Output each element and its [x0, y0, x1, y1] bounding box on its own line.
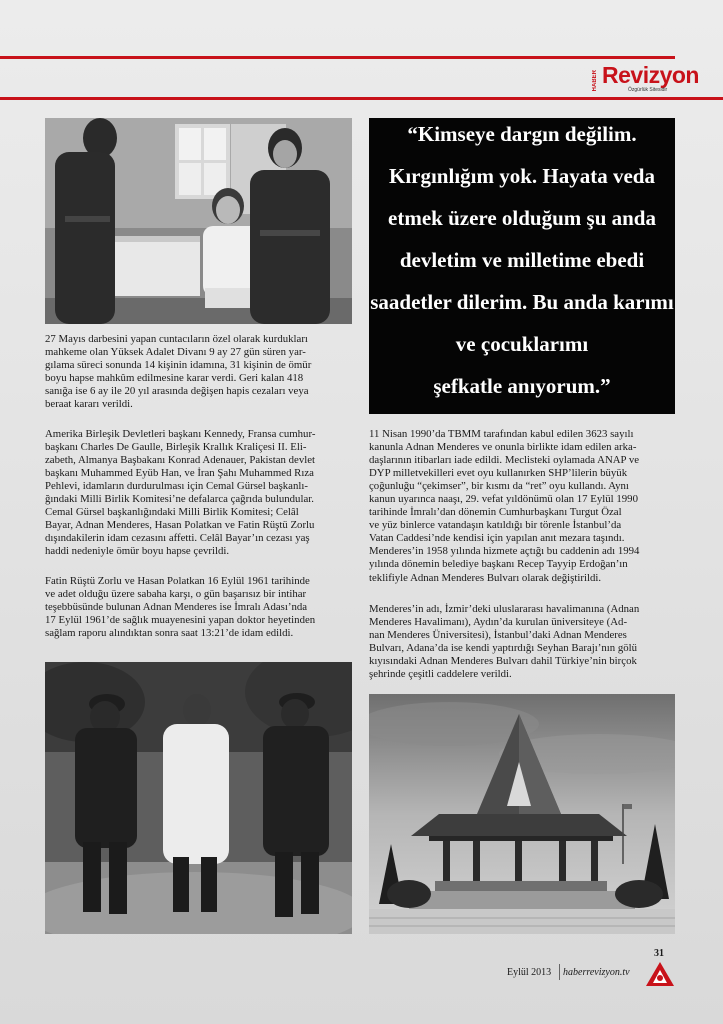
pull-quote [369, 118, 675, 414]
text-line: sağlam raporu alındıktan sonra saat 13:21’de idam edildi. [45, 627, 294, 640]
text-line: Vatan Caddesi’nde kendisi için yapılan anıt mezara taşındı. [369, 532, 625, 545]
text-line: çoğunluğu “çekimser”, bir kısmı da “ret” oyu kullandı. Aynı [369, 480, 629, 493]
text-line: başkanı Muhammed Eyüb Han, ve İran Şahı Muhammed Rıza [45, 467, 314, 480]
brand-logo[interactable] [592, 62, 699, 94]
text-line: başkanı Charles De Gaulle, Birleşik Krallık Kraliçesi II. Eli- [45, 441, 307, 454]
quote-line: Kırgınlığım yok. Hayata veda [388, 164, 655, 188]
text-line: Bayar, Adnan Menderes, Hasan Polatkan ve Fatin Rüştü Zorlu [45, 519, 315, 532]
text-line: Bulvarı, Adana’da ise kendi yaptırdığı Seyhan Barajı’nın gölü [369, 642, 638, 655]
footer-divider [559, 964, 560, 980]
quote-line: “Kimseye dargın değilim. [407, 122, 637, 146]
header-subrule [0, 97, 723, 100]
brand-name: Revizyon [602, 62, 699, 88]
text-line: zabeth, Almanya Başbakanı Konrad Adenauer, Pakistan devlet [45, 454, 316, 467]
text-line: ğındaki Milli Birlik Komitesi’ne defalarca çağrıda bulundular. [45, 493, 314, 506]
photo-caption [45, 333, 360, 411]
footer-site-link[interactable]: haberrevizyon.tv [563, 967, 630, 978]
text-line: haddi nedeniyle ömür boyu hapse çevrildi. [45, 545, 230, 558]
text-line: şehrinde çeşitli caddelere verildi. [369, 668, 512, 681]
text-line: mahkeme olan Yüksek Adalet Divanı 9 ay 27 gün süren yar- [45, 346, 306, 359]
page-number: 31 [654, 948, 664, 959]
text-line: DYP milletvekilleri evet oyu kullanırken SHP’lilerin büyük [369, 467, 628, 480]
text-line: kıyısındaki Adnan Menderes Bulvarı dahil Türkiye’nin birçok [369, 655, 637, 668]
text-line: dışındakilerin idam cezasını affetti. Celâl Bayar’ın cezası yaş [45, 532, 310, 545]
text-line: tarihinde İmralı’dan dönemin Cumhurbaşkanı Turgut Özal [369, 506, 622, 519]
article-paragraph [369, 428, 684, 585]
quote-line: saadetler dilerim. Bu anda karımı [370, 290, 674, 314]
text-line: Menderes’in adı, İzmir’deki uluslararası havalimanına (Adnan [369, 603, 640, 615]
photo-prisoner-with-officers [45, 118, 352, 324]
brand-mark-icon [645, 961, 675, 987]
text-line: Menderes’in 1958 yılında hizmete açtığı bu caddenin adı 1994 [369, 545, 640, 558]
text-line: Cemal Gürsel başkanlığındaki Milli Birlik Komitesi; Celâl [45, 506, 299, 519]
quote-line: etmek üzere olduğum şu anda [388, 206, 656, 230]
text-line: Pehlevi, idamların durdurulması için Cemal Gürsel başkanlı- [45, 480, 308, 493]
brand-tagline: Özgürlük Sitesidir [628, 87, 668, 93]
text-line: teklifiyle Adnan Menderes Bulvarı olarak değiştirildi. [369, 571, 602, 584]
text-line: yılında dönemin belediye başkanı Recep Tayyip Erdoğan’ın [369, 558, 628, 571]
text-line: boyu hapse mahkûm edilmesine karar verdi. Geri kalan 418 [45, 372, 304, 385]
text-line: ve yüz binlerce vatandaşın katıldığı bir törenle İstanbul’da [369, 519, 622, 532]
article-paragraph [45, 428, 360, 558]
footer-issue: Eylül 2013 [507, 967, 552, 978]
text-line: teşebbüsünde bulunan Adnan Menderes ise İmralı Adası’nda [45, 601, 308, 614]
text-line: daşlarının itibarları iade edildi. Meclisteki oylamada ANAP ve [369, 454, 640, 467]
quote-line: devletim ve milletime ebedi [399, 248, 645, 272]
text-line: beraat kararı verildi. [45, 398, 133, 411]
text-line: 11 Nisan 1990’da TBMM tarafından kabul edilen 3623 sayılı [369, 428, 634, 440]
article-paragraph [45, 575, 360, 640]
quote-line: şefkatle anıyorum.” [433, 374, 611, 398]
brand-prefix: HABER [592, 70, 598, 92]
quote-line: ve çocuklarımı [455, 332, 589, 356]
text-line: Amerika Birleşik Devletleri başkanı Kennedy, Fransa cumhur- [45, 428, 316, 440]
text-line: Menderes Havalimanı), Aydın’da kurulan üniversiteye (Ad- [369, 616, 628, 629]
text-line: nan Menderes Üniversitesi), İstanbul’daki Adnan Menderes [369, 629, 627, 642]
article-paragraph [369, 603, 684, 681]
text-line: 17 Eylül 1961’de sağlık muayenesini yapan doktor heyetinden [45, 614, 316, 627]
text-line: 27 Mayıs darbesini yapan cuntacıların özel olarak kurdukları [45, 333, 308, 345]
photo-monument-mausoleum [369, 694, 675, 934]
header-rule [0, 56, 675, 59]
text-line: kanunla Adnan Menderes ve onunla birlikte idam edilen arka- [369, 441, 637, 454]
text-line: ve adet olduğu üzere sabaha karşı, o gün başarısız bir intihar [45, 588, 307, 601]
text-line: sanığa ise 6 ay ile 20 yıl arasında değişen hapis cezaları veya [45, 385, 309, 398]
text-line: Fatin Rüştü Zorlu ve Hasan Polatkan 16 Eylül 1961 tarihinde [45, 575, 310, 587]
text-line: kanun uyarınca naaşı, 29. vefat yıldönümü olan 17 Eylül 1990 [369, 493, 638, 506]
photo-men-walking-away [45, 662, 352, 934]
text-line: gılama süreci sonunda 14 kişinin idamına, 31 kişinin de ömür [45, 359, 312, 372]
